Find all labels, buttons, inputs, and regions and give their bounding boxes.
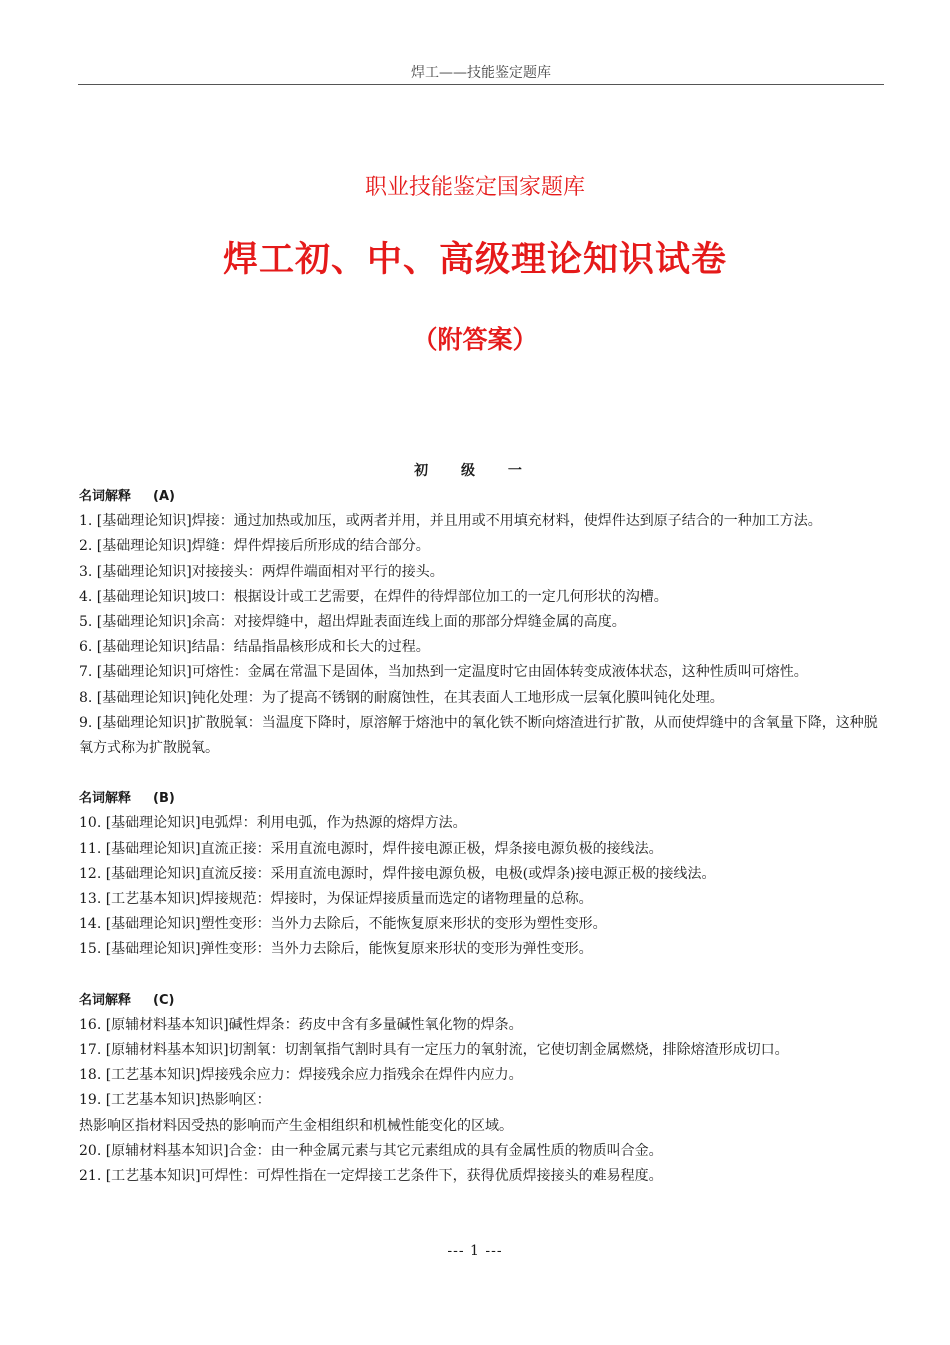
section-code: (B) bbox=[153, 791, 175, 807]
document-title: 焊工初、中、高级理论知识试卷 bbox=[222, 240, 727, 280]
list-item: 3. [基础理论知识]对接接头：两焊件端面相对平行的接头。 bbox=[79, 563, 444, 580]
list-item: 11. [基础理论知识]直流正接：采用直流电源时，焊件接电源正极，焊条接电源负极的接线法。 bbox=[79, 840, 663, 857]
document-subtitle: 职业技能鉴定国家题库 bbox=[364, 175, 585, 200]
list-item: 18. [工艺基本知识]焊接残余应力：焊接残余应力指残余在焊件内应力。 bbox=[79, 1067, 523, 1084]
list-item: 16. [原辅材料基本知识]碱性焊条：药皮中含有多量碱性氧化物的焊条。 bbox=[79, 1016, 523, 1033]
section-label: 名词解释 bbox=[79, 992, 132, 1008]
level-heading: 初 级 一 bbox=[414, 463, 536, 479]
list-item: 15. [基础理论知识]弹性变形：当外力去除后，能恢复原来形状的变形为弹性变形。 bbox=[79, 941, 593, 958]
section-code: (A) bbox=[153, 489, 175, 504]
page-header: 焊工——技能鉴定题库 bbox=[78, 62, 884, 85]
section-b bbox=[79, 786, 887, 962]
list-item: 热影响区指材料因受热的影响而产生金相组织和机械性能变化的区域。 bbox=[79, 1117, 513, 1134]
list-item: 20. [原辅材料基本知识]合金：由一种金属元素与其它元素组成的具有金属性质的物质叫合金。 bbox=[79, 1142, 663, 1159]
list-item: 19. [工艺基本知识]热影响区： bbox=[79, 1092, 271, 1109]
section-c bbox=[79, 988, 887, 1190]
list-item: 10. [基础理论知识]电弧焊：利用电弧，作为热源的熔焊方法。 bbox=[79, 815, 467, 832]
list-item: 4. [基础理论知识]坡口：根据设计或工艺需要，在焊件的待焊部位加工的一定几何形状的沟槽。 bbox=[79, 588, 668, 605]
section-spacer bbox=[79, 963, 887, 988]
list-item: 17. [原辅材料基本知识]切割氧：切割氧指气割时具有一定压力的氧射流，它使切割金属燃烧，排除熔渣形成切口。 bbox=[79, 1042, 789, 1059]
list-item: 6. [基础理论知识]结晶：结晶指晶核形成和长大的过程。 bbox=[79, 639, 430, 656]
document-title-note: （附答案） bbox=[412, 325, 538, 354]
section-label: 名词解释 bbox=[79, 489, 132, 504]
list-item: 1. [基础理论知识]焊接：通过加热或加压，或两者并用，并且用或不用填充材料，使焊件达到原子结合的一种加工方法。 bbox=[79, 513, 822, 530]
section-a bbox=[79, 484, 887, 761]
section-label: 名词解释 bbox=[79, 791, 132, 807]
page-number: --- 1 --- bbox=[447, 1243, 503, 1259]
list-item: 14. [基础理论知识]塑性变形：当外力去除后，不能恢复原来形状的变形为塑性变形。 bbox=[79, 916, 607, 933]
section-heading bbox=[79, 484, 887, 509]
section-heading bbox=[79, 786, 887, 811]
list-item: 12. [基础理论知识]直流反接：采用直流电源时，焊件接电源负极，电极(或焊条)接电源正极的接线法。 bbox=[79, 865, 716, 882]
list-item: 7. [基础理论知识]可熔性：金属在常温下是固体，当加热到一定温度时它由固体转变成液体状态，这种性质叫可熔性。 bbox=[79, 664, 808, 681]
list-item: 8. [基础理论知识]钝化处理：为了提高不锈钢的耐腐蚀性，在其表面人工地形成一层氧化膜叫钝化处理。 bbox=[79, 689, 724, 706]
section-heading bbox=[79, 988, 887, 1013]
section-code: (C) bbox=[153, 992, 175, 1008]
list-item: 21. [工艺基本知识]可焊性：可焊性指在一定焊接工艺条件下，获得优质焊接接头的难易程度。 bbox=[79, 1168, 663, 1185]
list-item: 9. [基础理论知识]扩散脱氧：当温度下降时，原溶解于熔池中的氧化铁不断向熔渣进行扩散，从而使焊缝中的含氧量下降，这种脱氧方式称为扩散脱氧。 bbox=[79, 714, 878, 757]
section-spacer bbox=[79, 761, 887, 786]
list-item: 2. [基础理论知识]焊缝：焊件焊接后所形成的结合部分。 bbox=[79, 538, 430, 555]
question-content bbox=[79, 484, 887, 1189]
list-item: 13. [工艺基本知识]焊接规范：焊接时，为保证焊接质量而选定的诸物理量的总称。 bbox=[79, 891, 593, 908]
list-item: 5. [基础理论知识]余高：对接焊缝中，超出焊趾表面连线上面的那部分焊缝金属的高度。 bbox=[79, 614, 626, 631]
